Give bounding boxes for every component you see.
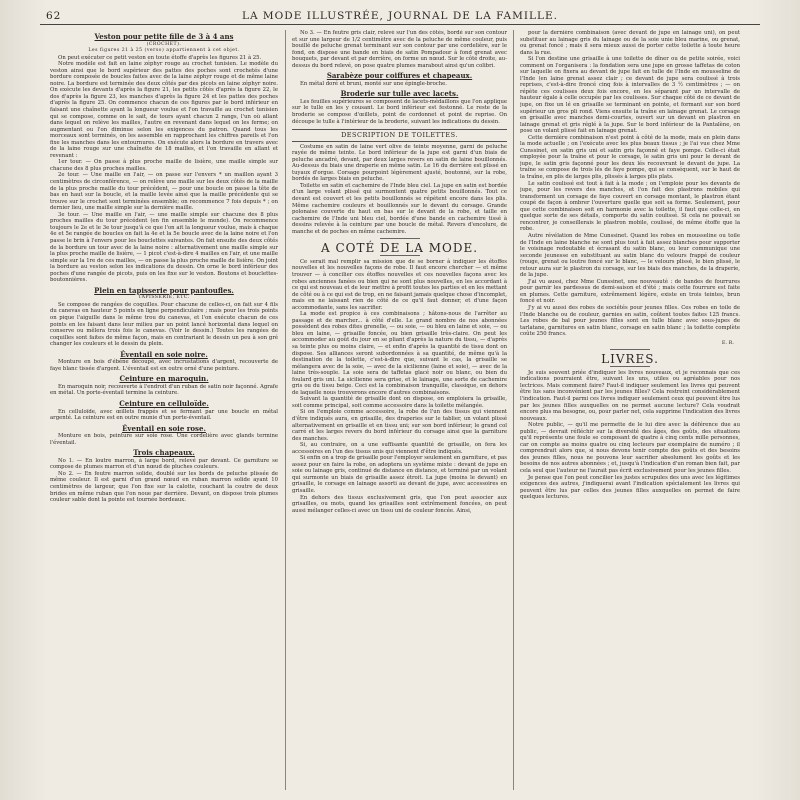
column-right [520,30,740,790]
paragraph: Les feuilles supérieures se composent de lacets-médaillons que l'on applique sur le tulle en les y cousant. Le bord inférieur est festonné. Le reste de la broderie se compose d'œillets, point de cordonnet et point de reprise. On découpe le tulle à l'intérieur de la broderie, suivant les indications du dessin. [292,98,507,125]
section-title: Plein en tapisserie pour pantoufles. [94,285,234,295]
paragraph: Costume en satin de laine vert olive de teinte moyenne, garni de peluche rayée de même teinte. Le bord inférieur de la jupe est garni d'un biais de peluche ancadré, devant, par deux larges revers en satin de laine bouillonnés. Au-dessus du biais une draperie en même satin. Le 16 du derrière est plissé en tuyaux d'orgue. Corsage pourpoint légèrement ajusté, boutonné, sur la robe, bordés de larges biais en peluche. [292,143,507,183]
section-title: Broderie sur tulle avec lacets. [340,89,459,99]
paragraph: No 2. — En feutre marron solide, doublé sur les bords de peluche plissée de même couleur. Il est garni d'un grand nœud en ruban marron solide ayant 10 centimètres de largeur, que l'on fixe sur la calotte, couchant la coutre de deux brides en même ruban que l'on noue par derrière. Devant, on dispose trois plumes couleur sable dont la pointe est tournée bordeaux. [50,470,278,504]
paragraph: La mode est propice à ces combinaisons ; hâtons-nous de l'arrêter au passage et de marcher... à côté d'elle. Le grand nombre de nos abonnées possèdent des robes dites grenelle, — ou soie, — ou bleu en laine et soie, — ou bleu en laine, — grisaille foncée, ou bien grisaille très-claire. On peut les accommoder au goût du jour en se pliant d'après la nature du tissu, — d'après sa teinte plus ou moins claire, — et enfin d'après la quantité de tissu dont on dispose. Ses alliances seront subordonnées à sa quantité, de même qu'à la destination de la toilette, c'est-à-dire que, suivant le cas, la grisaille se mélangera avec de la soie, — avec de la sicilienne (laine et soie), — avec de la laine très-souple. La soie sera de taffetas glacé noir ou blanc, ou bien du foulard gris uni. La sicilienne sera grise, et le lainage, une sorte de cachemire gris ou du tissu beige. Ceci est la combinaison tranquille, classique, en dehors de laquelle nous trouverons encore d'autres combinaisons. [292,311,507,396]
section-heading-boxed: DESCRIPTION DE TOILETTES. [292,129,507,142]
paragraph: J'ai vu aussi, chez Mme Cunssinet, une nouveauté : de bandes de fourrures pour garnir les pardessus de demi-saison et d'été ; mais cette fourrure est faite en plumes. Cette garniture, extrêmement légère, existe en trois teintes, brun foncé et noir. [520,278,740,305]
section-title: Ceinture en celluloïde. [119,398,209,408]
paragraph: J'y ai vu aussi des robes de sociétés pour jeunes filles. Ces robes en toile de l'Inde blanche ou de couleur, garnies en satin, coûtent toutes faites 125 francs. Les robes de bal pour jeunes filles sont en tulle blanc avec sous-jupes de tarlatane, garnitures en satin blanc, corsage en satin blanc ; la toilette complète coûte 250 francs. [520,304,740,338]
section-title: Sarabèze pour coiffures et chapeaux. [326,71,473,81]
paragraph: pour la dernière combinaison (avec devant de jupe en lainage uni), on peut substituer au lainage gris du lainage ou de la soie unie bleu marine, ou grenat, ou grenat foncé ; mais il sera mieux aussi de porter cette toilette à toute heure dans la rue. [520,30,740,56]
page-header [40,6,760,26]
paragraph: Suivant la quantité de grisaille dont on dispose, on emploiera la grisaille, soit comme principal, soit comme accessoire dans la toilette mélangée. [292,396,507,409]
separator [380,238,420,239]
column-divider [285,30,286,790]
paragraph: Notre public, — qu'il me permette de le lui dire avec la déférence due au public, — devrait réfléchir sur la diversité des âges, des goûts, des situations qu'il représente une foule se composant de quatre à cinq cents mille personnes, car on compte au moins quatre ou cinq lecteurs par exemplaire de numéro ; il comprendrait alors que, si nous devons tenir compte des goûts et des besoins des jeunes filles, nous ne pouvons leur sacrifier absolument les goûts et les besoins de nos autres abonnées ; et, jusqu'à l'indication d'un roman bien fait, par cela seul que l'auteur ne l'aurait pas écrit exclusivement pour les jeunes filles. [520,422,740,474]
header-rule [40,24,760,25]
section-title: Veston pour petite fille de 3 à 4 ans [94,32,234,41]
section-note: Les figures 21 à 25 (verso) appartiennent à cet objet. [88,48,240,54]
column-middle [292,30,507,790]
paragraph: Toilette en satin et cachemire de l'Inde bleu ciel. La jupe en satin est bordée d'un large volant plissé qui surmontent quatre petits bouillonnés. Tout ce devant est couvert et les petits bouillonnés se répètent encore dans les plis. Même cachemire couleurs et bouillonnés sur le devant du corsage. Grande polonaise couverte du haut en bas sur le devant de la robe, et taille en cachemire de l'Inde uni bleu ciel, bordée d'une bande en cachemire tissé à dessins relevée à la ceinture par une boucle de métal. Revers d'encolure, de manche et de poches en même cachemire. [292,182,507,235]
paragraph: En celluloïde, avec œillets frappés et se fermant par une boucle en métal argenté. La ceinture est en outre munie d'un porte-éventail. [50,408,278,422]
paragraph: Monture en bois, peinture sur soie rose. Une cordelière avec glands termine l'éventail. [50,433,278,446]
article-title: A COTÉ DE LA MODE. [320,241,479,256]
paragraph: Autre révélation de Mme Cunssinet. Quand les robes en mousseline ou toile de l'Inde en laine blanche ne sont plus tout à fait assez blanches pour supporter le voisinage redoutable et écrasant du satin blanc, ou leur communique une seconde jeunesse en substituant au satin blanc du velours frappé de couleur (rouge, grenat ou loutre foncé sur le blanc, — le velours plissé, le bien plissé, le retour aura sur le plastron du corsage, sur les biais des manches, de la draperie, de la jupe. [520,232,740,279]
paragraph: Le satin coulissé est tout à fait à la mode ; on l'emploie pour les devants de jupe, pour les revers des manches, et l'on fait des plastrons mobiles qui transforment un corsage de faye couvert en corsage montant, le plastron étant coupé de façon à ombrer l'ouverture quelle que soit sa forme. Seulement, pour que cette combinaison soit en harmonie avec la toilette, il faut que celle-ci, en quelque sorte de ses détails, comporte du satin coulissé. Si cela ne pouvait se rencontrer, je conseillerais le plastron mobile, coulissé, de même étoffe que la robe. [520,180,740,233]
page-number: 62 [46,10,62,22]
section-subtitle: TAPISSERIE, ETC. [138,295,190,301]
paragraph: Je suis souvent priée d'indiquer les livres nouveaux, et je reconnais que ces indications pourraient être, suivant les uns, utiles ou agréables pour nos lectrices. Mais comment faire? Faut-il indiquer seulement les livres qui peuvent être lus sans inconvénient par les jeunes filles? Cela restreint considérablement l'indication. Faut-il parmi ces livres indiquer seulement ceux qui peuvent être lus par les jeunes filles auxquelles on ne permet aucune lecture? Cela voudrait encore plus ma besogne, ou, pour parler net, cela supprime l'indication des livres nouveaux. [520,369,740,422]
paragraph: 3e tour. — Une maille en l'air, — une maille simple sur chacune des 8 plus proches mailles du tour précédent (en fin ensemble le monde). On recommence toujours le 2e et le 3e tour jusqu'à ce que l'on ait la longueur voulue, mais à chaque 4e et 5e rangée de boucles on fait la 4e et la 5e boucle avec de la laine noire et l'on passe le brin à l'envers pour les bouclettes suivantes. On fait ensuite des deux côtés de la bordure un tour avec de la laine noire : alternativement une maille simple sur la plus proche maille de lisière, — 1 picot c'est-à-dire 4 mailles en l'air, et une maille simple sur la 1re de ces mailles, — on passe la plus proche maille de lisière. On joint la bordure au veston selon les indications du dessin. On orne le bord inférieur des poches d'une rangée de picots, puis on les fixe sur le veston. Boutons et bouclettes-boutonnières. [50,211,278,284]
paragraph: Si, au contraire, on a une suffisante quantité de grisaille, on fera les accessoires en l'un des tissus unis qui viennent d'être indiqués. [292,442,507,455]
paragraph: En maroquin noir, recouverte à l'endroit d'un ruban de satin noir façonné. Agrafe en métal. Un porte-éventail termine la ceinture. [50,383,278,397]
paragraph: No 1. — En loutre marron, à large bord, relevé par devant. Ce garniture se compose de plumes marron et d'un nœud de pluches couleurs. [50,457,278,471]
paragraph: Si on l'emploie comme accessoire, la robe de l'un des tissus qui viennent d'être indiqués aura, en grisaille, des draperies sur le tablier, un volant plissé alternativement en grisaille et en tissu uni; sur son bord inférieur, le grand col carré et les larges revers du bord inférieur du corsage ainsi que la garniture des manches. [292,409,507,442]
article-title: LIVRES. [601,352,659,367]
section-title: Éventail en soie noire. [120,349,208,359]
paragraph: Je pense que l'on peut concilier les justes scrupules des uns avec les légitimes exigences des autres, j'indiquerai avant l'indication spécialement les livres qui peuvent être lus par celles des jeunes filles auxquelles on permet de faire quelques lectures. [520,474,740,501]
separator [610,349,650,350]
section-title: Éventail en soie rose. [122,423,206,433]
paragraph: En dehors des tissus exclusivement gris, que l'on peut associer aux grisailles, ou mots, quand les grisailles sont extrêmement foncées, on peut aussi mélanger celles-ci avec un tissu uni de couleur foncée. Ainsi, [292,494,507,514]
paragraph: Si l'on destine une grisaille à une toilette de dîner ou de petite soirée, voici comment on l'organisera : la fondation sera une jupe en grosse taffetas de coton sur laquelle on fixera au devant de jupe fait en tulle de l'Inde en mousseline de l'Inde (en laine grenat assez clair ; ce devant de jupe sera coulissé à trois reprises, c'est-à-dire froncé cinq fois à intervalles de 3 ½ centimètres ; — on répète ces coulisses deux fois encore, en les séparant par un intervalle de hauteur égale à celle occupée par les coulisses. Sur chaque côté de ce devant de jupe, on fixe un lé en grisaille se terminant en pointe, et formant sur son bord supérieur un gros pli rond. Viens ensuite la traîne en lainage grenat. Le corsage en grisaille avec manches demi-courtes, ouvert sur un devant en plastron en lainage grenat et gris réglé à la jupe. Sur le bord inférieur de la Pantalène, on pose un volant plissé fait en lainage grenat. [520,56,740,135]
paragraph: Si enfin on a trop de grisaille pour l'employer seulement en garniture, et pas assez pour en faire la robe, on adoptera un système mixte : devant de jupe en soie ou lainage gris, continué de distance en distance, et terminé par un volant qui surmonte un biais de grisaille assez étroit. La jupe (moins le devant) en grisaille, le corsage en lainage assorti au devant de jupe, avec accessoires en grisaille. [292,455,507,494]
paragraph: Cette dernière combinaison n'est point à côté de la mode, mais en plein dans la mode actuelle ; on l'exécute avec les plus beaux tissus ; je l'ai vue chez Mme Cunssinet, en satin gris uni et satin gris façonné et faye pompe. Celle-ci était employée pour la traîne et pour le corsage, le satin gris uni pour le devant de jupe, le satin gris façonné pour les deux lés recouvrant le devant de jupe. La traîne se compose de trois lés de faye pompe, qui se conséquent, sur le haut de la traîne, en plis de larges plis, plissés à larges plis plats. [520,134,740,181]
column-left [50,30,278,790]
paragraph: No 3. — En feutre gris clair, relevé sur l'un des côtés, bordé sur son contour et sur une largeur de 1/2 centimètre avec de la peluche de même couleur, puis bouillé de peluche grenat terminant sur son contour par une cordelière, sur le fond, on dispose une bande en biais de satin Pompadour à fond grenat avec bouquets, par devant et par derrière, on forme un nœud. Sur le côté droite, au-dessus du bord relevé, on pose quatre plumes marabout ainsi qu'un colibri. [292,30,507,69]
section-title: Ceinture en maroquin. [119,374,209,384]
paragraph: En métal doré et bruni, monté sur une épingle-broche. [300,80,447,87]
column-divider [513,30,514,790]
author-signature: E. R. [721,339,734,346]
paragraph: 2e tour. — Une maille en l'air, — on passe sur l'envers * un maillon ayant 3 centimètres de circonférence, — on relève une maille sur les deux côtés de la maille de la plus proche maille du tour précédent, — pour une boucle on passe la tête de bas en haut sur la boucle, et la maille levée ainsi que la maille précédente qui se trouve sur le crochet sont terminées ensemble; on recommence 7 fois depuis * ; on dernier lieu, une maille simple sur la dernière maille. [50,172,278,212]
paragraph: On peut exécuter ce petit veston en toute étoffe d'après les figures 21 à 25. [58,54,262,61]
paragraph: Se compose de rangées de coquilles. Pour chacune de celles-ci, on fait sur 4 fils du canevas en hauteur 5 points en ligne perpendiculaire ; mais pour les trois points on pique l'aiguille dans le même trou du canevas, et l'on exécute chacun de ces points en les faisant dans leur milieu par un point lancé horizontal dans lequel on conserve ou mêlera trois fois le canevas. (Voir le dessin.) Toutes les rangées de coquilles sont faites de même façon, mais en contrariant le dessin un peu à son gré changer les couleurs et le dessin du plein. [50,301,278,348]
paragraph: 1er tour. — On passe à plus proche maille de lisière, une maille simple sur chacune des 8 plus proches mailles. [50,159,278,172]
paragraph: Notre modèle est fait en laine zéphyr rouge au crochet tunisien. Le modèle du veston ainsi que le bord supérieur des pattes des poches sont crochetés d'une bordure composée de boucles faites avec de la laine zéphyr rouge et de même laine noire. La bordure est terminée des deux côtés par des picots en laine zéphyr noire. On exécute les devants d'après la figure 21, les petits côtés d'après la figure 22, le dos d'après la figure 23, les manches d'après la figure 24 et les pattes des poches d'après la figure 25. On commence chacun de ces figures par le bord inférieur en faisant une chaînette ayant la longueur voulue et l'on travaille au crochet tunisien qui se compose, comme on le sait, de tours ayant chacun 2 rangs, l'un où allant dans lequel on relève les mailles, l'autre en revenant dans lequel on les ferme; on augmentant ou l'on diminue selon les exigences du patron. Quand tous les morceaux sont terminés, on les assemble en rapprochant les chiffres pareils et l'on fixe les manches dans les entournures. On exécute alors la bordure en travers avec de la laine rouge sur une chaînette de 18 mailles, et l'on travaille en allant et revenant : [50,61,278,159]
paragraph: Monture en bois d'ébène découpé, avec incrustations d'argent, recouverte de faye blanc tissée d'argent. L'éventail est en outre orné d'une peinture. [50,359,278,372]
section-subtitle: (CROCHET). [146,41,182,47]
separator [380,255,420,256]
section-title: Trois chapeaux. [133,448,195,458]
journal-title: LA MODE ILLUSTRÉE, JOURNAL DE LA FAMILLE. [242,10,558,22]
paragraph: Ce serait mal remplir sa mission que de se borner à indiquer les étoffes nouvelles et les nouvelles façons de robe. Il faut encore chercher — et même trouver — à concilier ces étoffes nouvelles et ces nouvelles façons avec les robes anciennes fanées ou bien qui ne sont plus nouvelles, en les accordant à ce qui est nouveau et de leur mettre à profit toutes les parties et en les mettant de côté ou à ce qui est de trop, en ne faisant jamais quelque chose d'incomplet, mais en ne laissant rien de côté de ce qu'il faut donner, et d'une façon accommodante, sans les sacrifier. [292,258,507,311]
